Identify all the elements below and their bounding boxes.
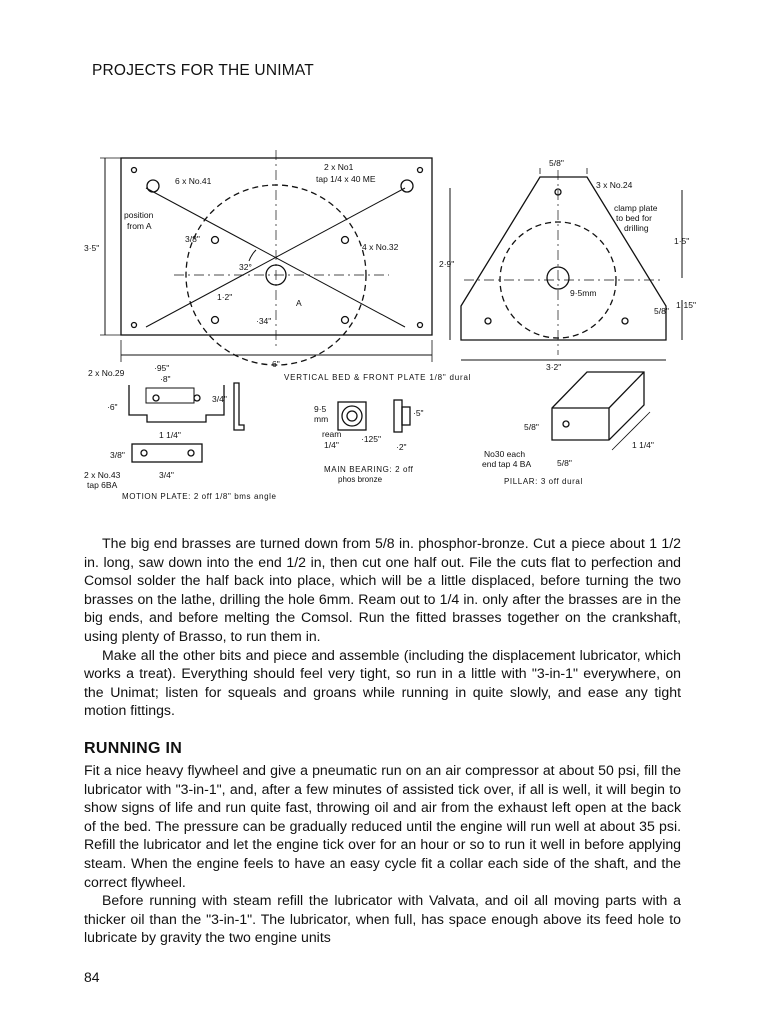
label-front-1-15: 1·15" — [676, 300, 697, 310]
body-text-block-1 — [84, 534, 681, 720]
label-motion-3-4b: 3/4" — [159, 470, 174, 480]
label-front-2-9: 2·9" — [439, 259, 455, 269]
label-motion-95: ·95" — [154, 363, 170, 373]
label-motion-6: ·6" — [107, 402, 118, 412]
label-pillar-1-1-4: 1 1/4" — [632, 440, 654, 450]
caption-main-bearing-2: phos bronze — [338, 475, 383, 484]
paragraph: Before running with steam refill the lubricator with Valvata, and oil all moving parts with a thicker oil than the "3-in-1". The lubricator, when full, has space enough above its feed hole to lubricate by gravity the two engine units — [84, 892, 681, 946]
label-position-2: from A — [127, 221, 152, 231]
label-front-3-2: 3·2" — [546, 362, 562, 372]
label-motion-3-8: 3/8" — [110, 450, 125, 460]
label-front-1-5: 1·5" — [674, 236, 690, 246]
label-motion-1-1-4: 1 1/4" — [159, 430, 181, 440]
label-tap-2: tap 1/4 x 40 ME — [316, 174, 376, 184]
label-bed-width: 6" — [272, 359, 280, 369]
caption-motion-plate: MOTION PLATE: 2 off 1/8" bms angle — [122, 492, 277, 501]
running-head: PROJECTS FOR THE UNIMAT — [92, 62, 314, 79]
label-point-a: A — [296, 298, 302, 308]
label-bed-34: ·34" — [256, 316, 272, 326]
label-holes-29: 2 x No.29 — [88, 368, 125, 378]
drawing-svg — [84, 150, 704, 520]
label-bearing-mm: mm — [314, 414, 329, 424]
caption-main-bearing-1: MAIN BEARING: 2 off — [324, 465, 414, 474]
label-front-5-8b: 5/8" — [654, 306, 669, 316]
label-front-5-8: 5/8" — [549, 158, 564, 168]
label-motion-8: ·8" — [160, 374, 171, 384]
label-holes-24: 3 x No.24 — [596, 180, 633, 190]
label-angle-32: 32° — [239, 262, 252, 272]
label-holes-41: 6 x No.41 — [175, 176, 212, 186]
label-bed-height: 3·5" — [84, 243, 100, 253]
label-bearing-125: ·125" — [361, 434, 382, 444]
paragraph: Fit a nice heavy flywheel and give a pneumatic run on an air compressor at about 50 psi, fill the lubricator with "3-in-1", and, after a few minutes of assisted tick over, if all is well, it will begin to show signs of life and run quite fast, throwing oil and air from the exhaust left open at the back of the bed. The pressure can be gradually reduced until the engine will run well at about 35 psi. Refill the lubricator and let the engine tick over for an hour or so to run it well in before applying steam. When the engine feels to have an easy cycle fit a collar each side of the shaft, and the correct flywheel. — [84, 762, 681, 890]
label-bearing-ream-2: 1/4" — [324, 440, 339, 450]
label-clamp-3: drilling — [624, 223, 649, 233]
label-holes-43-1: 2 x No.43 — [84, 470, 121, 480]
label-motion-3-4: 3/4" — [212, 394, 227, 404]
paragraph: Make all the other bits and piece and assemble (including the displacement lubricator, which works a treat). Everything should feel very tight, so run in a little with "3-in-1" everywhere, on the Unimat; listen for squeals and groans while running in quite slowly, and ease any tight motion fittings. — [84, 646, 681, 719]
label-pillar-5-8b: 5/8" — [557, 458, 572, 468]
caption-pillar: PILLAR: 3 off dural — [504, 477, 583, 486]
label-pillar-note-1: No30 each — [484, 449, 526, 459]
body-text-block-2 — [84, 761, 681, 947]
label-holes-43-2: tap 6BA — [87, 480, 118, 490]
label-bearing-5: ·5" — [413, 408, 424, 418]
label-bed-3-8: 3/8" — [185, 234, 200, 244]
label-front-9-5: 9·5mm — [570, 288, 597, 298]
label-clamp-2: to bed for — [616, 213, 652, 223]
label-tap-1: 2 x No1 — [324, 162, 354, 172]
label-bearing-ream-1: ream — [322, 429, 342, 439]
label-pillar-5-8: 5/8" — [524, 422, 539, 432]
technical-drawing — [84, 150, 704, 520]
label-bed-1-2: 1·2" — [217, 292, 233, 302]
label-bearing-9-5: 9·5 — [314, 404, 327, 414]
caption-vertical-bed: VERTICAL BED & FRONT PLATE 1/8" dural — [284, 373, 472, 382]
front-plate-outline — [461, 177, 666, 340]
label-bearing-2: ·2" — [396, 442, 407, 452]
label-holes-32: 4 x No.32 — [362, 242, 399, 252]
label-pillar-note-2: end tap 4 BA — [482, 459, 532, 469]
pillar-outline — [552, 372, 644, 440]
section-heading: RUNNING IN — [84, 740, 183, 757]
motion-plate-angle-profile — [234, 383, 244, 430]
page-number: 84 — [84, 969, 100, 985]
label-position-1: position — [124, 210, 154, 220]
label-clamp-1: clamp plate — [614, 203, 658, 213]
paragraph: The big end brasses are turned down from 5/8 in. phosphor-bronze. Cut a piece about 1 1/2 in. long, saw down into the end 1/2 in, then cut one half out. File the cuts flat to perfection and Comsol solder the half back into place, which will be a little displaced, before turning the two brasses on the lathe, drilling the hole 6mm. Ream out to 1/4 in. only after the brasses are in the big ends, and before melting the Comsol. Run the fitted brasses together on the crankshaft, using plenty of Brasso, to run them in. — [84, 535, 681, 644]
